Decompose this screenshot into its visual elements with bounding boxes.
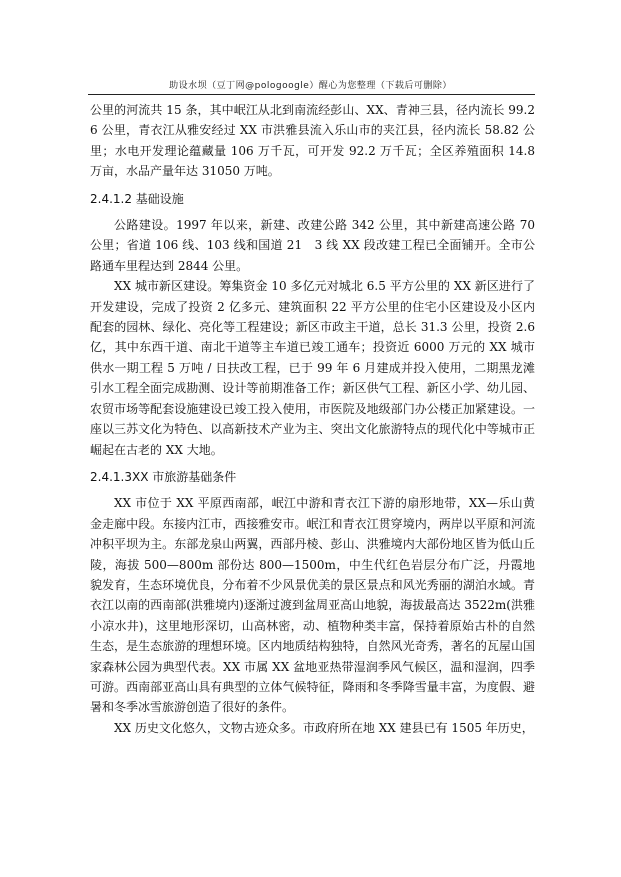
section-heading-tourism: 2.4.1.3XX 市旅游基础条件	[90, 469, 237, 484]
paragraph-geography: XX 市位于 XX 平原西南部，岷江中游和青衣江下游的扇形地带，XX—乐山黄金走廊中段。东接内江市，西接雅安市。岷江和青衣江贯穿境内，两岸以平原和河流冲积平坝为主。东部龙泉山两翼，西部丹棱、彭山、洪雅境内大部份地区皆为低山丘陵，海拔 500—800m 部份达 800—1500m，中生代红色岩层分布广泛，丹霞地貌发育，生态环境优良，分布着不少风景优美的景区景点和风光秀丽的湖泊水域。青衣江以南的西南部(洪雅境内)逐渐过渡到盆周亚高山地貌，海拔最高达 3522m(洪雅小凉水井)，这里地形深切，山高林密，动、植物种类丰富，保持着原始古朴的自然生态，是生态旅游的理想环境。区内地质结构独特，自然风光奇秀，著名的瓦屋山国家森林公园为典型代表。XX 市属 XX 盆地亚热带湿润季风气候区，温和湿润，四季可游。西南部亚高山具有典型的立体气候特征，降雨和冬季降雪量丰富，为度假、避暑和冬季冰雪旅游创造了很好的条件。	[90, 496, 535, 715]
header-rule	[88, 94, 535, 95]
paragraph-rivers: 公里的河流共 15 条，其中岷江从北到南流经彭山、XX、青神三县，径内流长 99.26 公里，青衣江从雅安经过 XX 市洪雅县流入乐山市的夹江县，径内流长 58.82 公里；水电开发理论蕴藏量 106 万千瓦，可开发 92.2 万千瓦；全区养殖面积 14.8 万亩，水品产量年达 31050 万吨。	[90, 103, 535, 179]
section-heading-infrastructure: 2.4.1.2 基础设施	[90, 191, 184, 206]
paragraph-history: XX 历史文化悠久，文物古迹众多。市政府所在地 XX 建县已有 1505 年历史，	[114, 720, 534, 735]
paragraph-roads: 公路建设。1997 年以来，新建、改建公路 342 公里，其中新建高速公路 70 公里；省道 106 线、103 线和国道 21 3 线 XX 段改建工程已全面铺开。全市公路通车里程达到 2844 公里。	[90, 218, 535, 273]
document-body	[90, 100, 535, 738]
paragraph-new-district: XX 城市新区建设。筹集资金 10 多亿元对城北 6.5 平方公里的 XX 新区进行了开发建设，完成了投资 2 亿多元、建筑面积 22 平方公里的住宅小区建设及小区内配套的园林、绿化、亮化等工程建设；新区市政主干道，总长 31.3 公里，投资 2.6 亿，其中东西干道、南北干道等主车道已竣工通车；投资近 6000 万元的 XX 城市供水一期工程 5 万吨 / 日扶改工程，已于 99 年 6 月建成并投入使用，二期黑龙滩引水工程全面完成勘测、设计等前期准备工作；新区供气工程、新区小学、幼儿园、农贸市场等配套设施建设已竣工投入使用，市医院及地级部门办公楼正加紧建设。一座以三苏文化为特色、以高新技术产业为主、突出文化旅游特点的现代化中等城市正崛起在古老的 XX 大地。	[90, 279, 535, 457]
page-header: 助设水坝（豆丁网@pologoogle）醒心为您整理（下载后可删除）	[169, 81, 452, 91]
